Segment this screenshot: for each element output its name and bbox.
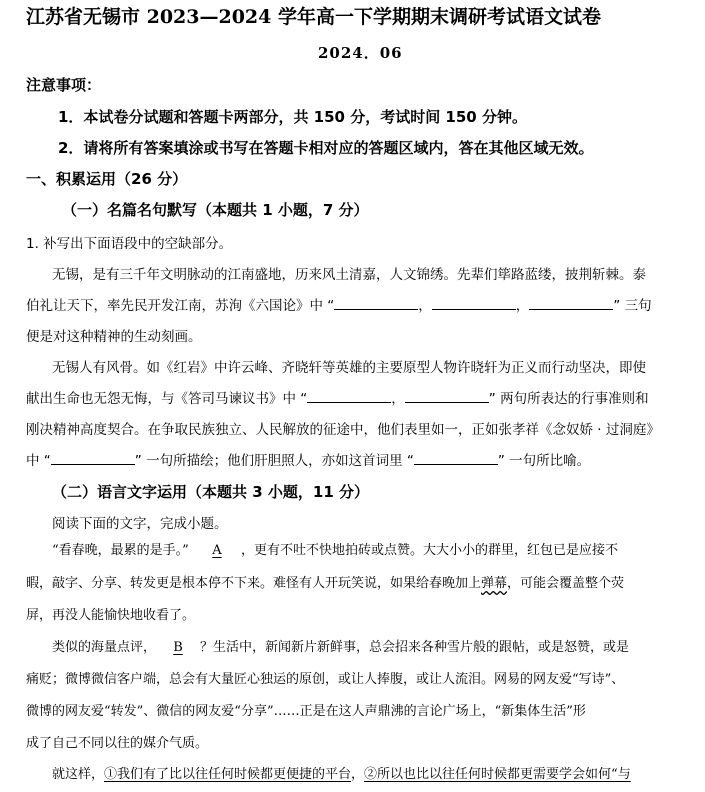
passage-p2-line-2: 痛贬；微博微信客户端，总会有大量匠心独运的原创，或让人捧腹，或让人流泪。网易的网友爱“写诗”、 — [26, 672, 625, 687]
subsection-heading-2: （二）语言文字运用（本题共 3 小题，11 分） — [52, 483, 369, 501]
notice-heading: 注意事项： — [26, 76, 102, 94]
passage-p2-l1-b: ？生活中，新闻新片新鲜事，总会招来各种雪片般的跟帖，或是怒赞，或是 — [200, 640, 630, 655]
blank-b[interactable]: B — [173, 640, 183, 655]
passage-p2-l1-a: 类似的海量点评， — [52, 640, 157, 655]
reading-intro: 阅读下面的文字，完成小题。 — [52, 516, 228, 532]
p2-line-2-end: ” 两句所表达的行事准则和 — [488, 391, 649, 407]
notice-item-1: 1．本试卷分试题和答题卡两部分，共 150 分，考试时间 150 分钟。 — [58, 108, 527, 126]
passage-p1-l2-a: 暇，敲字、分享、转发更是根本停不下来。难怪有人开玩笑说，如果给春晚加上 — [26, 576, 482, 591]
answer-blank[interactable] — [334, 295, 418, 310]
p1-sep-1: ， — [418, 298, 432, 314]
p2-line-4-b: ” 一句所描绘；他们肝胆照人，亦如这首词里 “ — [134, 453, 414, 469]
answer-blank[interactable] — [51, 450, 135, 465]
answer-blank[interactable] — [529, 295, 613, 310]
p2-sep: ， — [391, 391, 405, 407]
passage-p3-l1-a: 就这样， — [52, 767, 105, 782]
blank-a[interactable]: A — [212, 543, 222, 558]
answer-blank[interactable] — [414, 450, 498, 465]
question-1-stem: 1. 补写出下面语段中的空缺部分。 — [26, 236, 233, 252]
p2-line-1: 无锡人有风骨。如《红岩》中许云峰、齐晓轩等英雄的主要原型人物许晓轩为正义而行动坚决，即使 — [52, 360, 646, 376]
p1-line-2-text: 伯礼让天下，率先民开发江南，苏洵《六国论》中 “ — [26, 298, 335, 314]
underlined-sentence-1: ①我们有了比以往任何时候都更便捷的平台 — [104, 767, 352, 782]
p2-line-2 — [26, 387, 649, 407]
exam-title: 江苏省无锡市 2023—2024 学年高一下学期期末调研考试语文试卷 — [26, 6, 601, 28]
notice-item-2: 2．请将所有答案填涂或书写在答题卡相对应的答题区域内，答在其他区域无效。 — [58, 139, 594, 157]
passage-p2-line-1 — [52, 636, 629, 655]
passage-p1-l1-b: ，更有不吐不快地拍砖或点赞。大大小小的群里，红包已是应接不 — [240, 543, 618, 558]
passage-p2-line-3: 微博的网友爱“转发”、微信的网友爱“分享”……正是在这人声鼎沸的言论广场上，“新集体生活”形 — [26, 704, 586, 719]
passage-p2-line-4: 成了自己不同以往的媒介气质。 — [26, 736, 209, 751]
p1-line-1: 无锡，是有三千年文明脉动的江南盛地，历来风土清嘉，人文锦绣。先辈们筚路蓝缕，披荆斩棘。泰 — [52, 267, 646, 283]
passage-p1-line-3: 屏，再没人能愉快地收看了。 — [26, 608, 196, 623]
answer-blank[interactable] — [432, 295, 516, 310]
p1-line-2 — [26, 294, 652, 314]
p2-line-3: 刚决精神高度契合。在争取民族独立、人民解放的征途中，他们表里如一，正如张孝祥《念奴娇 · 过洞庭》 — [26, 422, 660, 438]
passage-p1-line-2 — [26, 572, 624, 591]
p2-line-4-a: 中 “ — [26, 453, 51, 469]
p2-line-2-text: 献出生命也无怨无悔，与《答司马谏议书》中 “ — [26, 391, 308, 407]
p1-line-3: 便是对这种精神的生动刻画。 — [26, 329, 202, 345]
wavy-underlined-word: 弹幕 — [481, 576, 508, 591]
passage-p1-line-1 — [52, 539, 618, 558]
answer-blank[interactable] — [307, 388, 391, 403]
answer-blank[interactable] — [405, 388, 489, 403]
p1-sep-2: ， — [515, 298, 530, 314]
passage-p3-line-1 — [52, 763, 631, 782]
underlined-sentence-2: ②所以也比以往任何时候都更需要学会如何“与 — [364, 767, 631, 782]
passage-p3-sep: ， — [351, 767, 365, 782]
subsection-heading-1: （一）名篇名句默写（本题共 1 小题，7 分） — [62, 201, 369, 219]
passage-p1-l1-a: “看春晚，最累的是手。” — [52, 543, 193, 558]
exam-date: 2024．06 — [318, 44, 403, 62]
passage-p1-l2-b: ，可能会覆盖整个荧 — [507, 576, 625, 591]
p1-line-2-end: ” 三句 — [613, 298, 652, 314]
section-heading-1: 一、积累运用（26 分） — [26, 170, 188, 188]
p2-line-4-c: ” 一句所比喻。 — [497, 453, 591, 469]
p2-line-4 — [26, 449, 590, 469]
